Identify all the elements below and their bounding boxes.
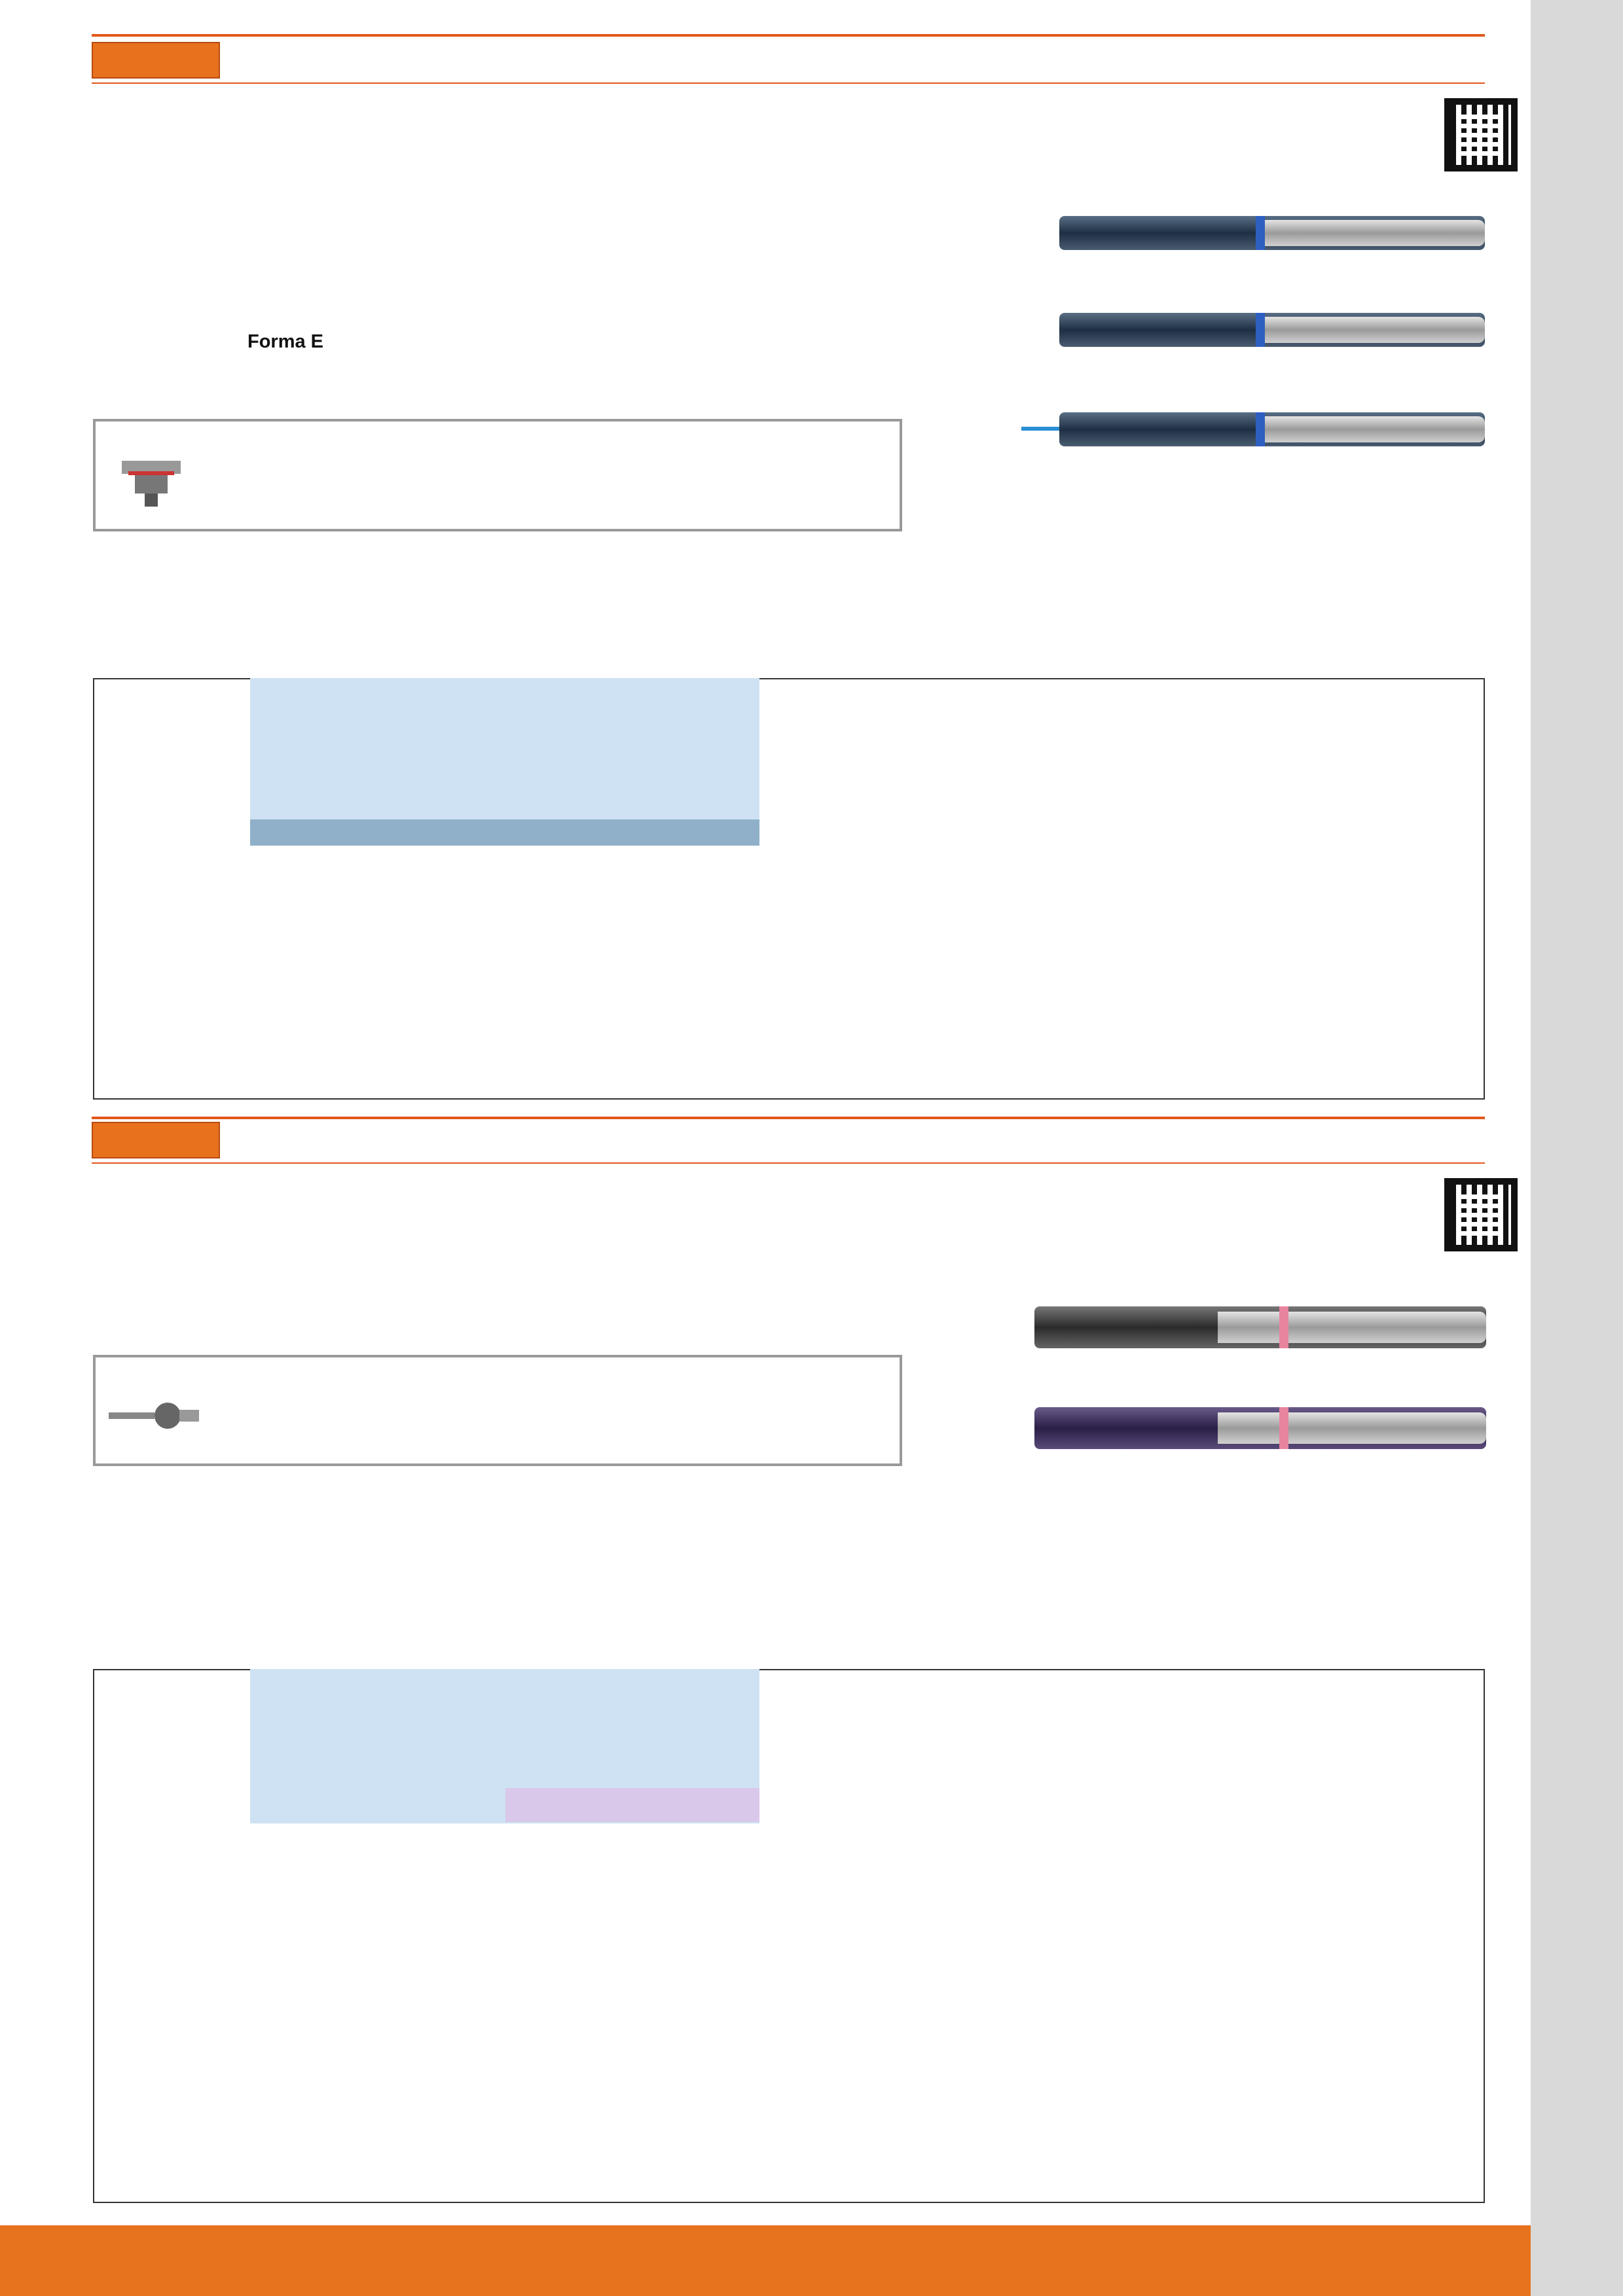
coating-header (250, 819, 759, 846)
chapter-sidebar (1531, 0, 1623, 2296)
section-rule (92, 34, 1485, 37)
coolant-arrow-icon (1021, 427, 1059, 431)
garant-logo (92, 42, 220, 79)
tap-image-135746 (1059, 412, 1485, 446)
qr-code-icon (1444, 1178, 1518, 1251)
note-box (93, 1355, 902, 1466)
tap-image-135750 (1034, 1306, 1486, 1348)
section-rule (92, 82, 1485, 84)
coating-header (505, 1788, 759, 1822)
footer-bar (0, 2225, 1531, 2296)
tap-chuck-icon (115, 454, 187, 507)
qr-code-icon (1444, 98, 1518, 171)
section-rule (92, 1162, 1485, 1164)
tap-image-135760 (1034, 1407, 1486, 1449)
tap-image-135740 (1059, 216, 1485, 250)
coating-header (250, 1788, 505, 1822)
micro-lubrication-icon (109, 1397, 200, 1436)
section-rule (92, 1117, 1485, 1119)
note-box (93, 419, 902, 531)
tap-image-135743 (1059, 313, 1485, 347)
garant-logo (92, 1122, 220, 1158)
ref-text: Forma E (247, 331, 324, 352)
